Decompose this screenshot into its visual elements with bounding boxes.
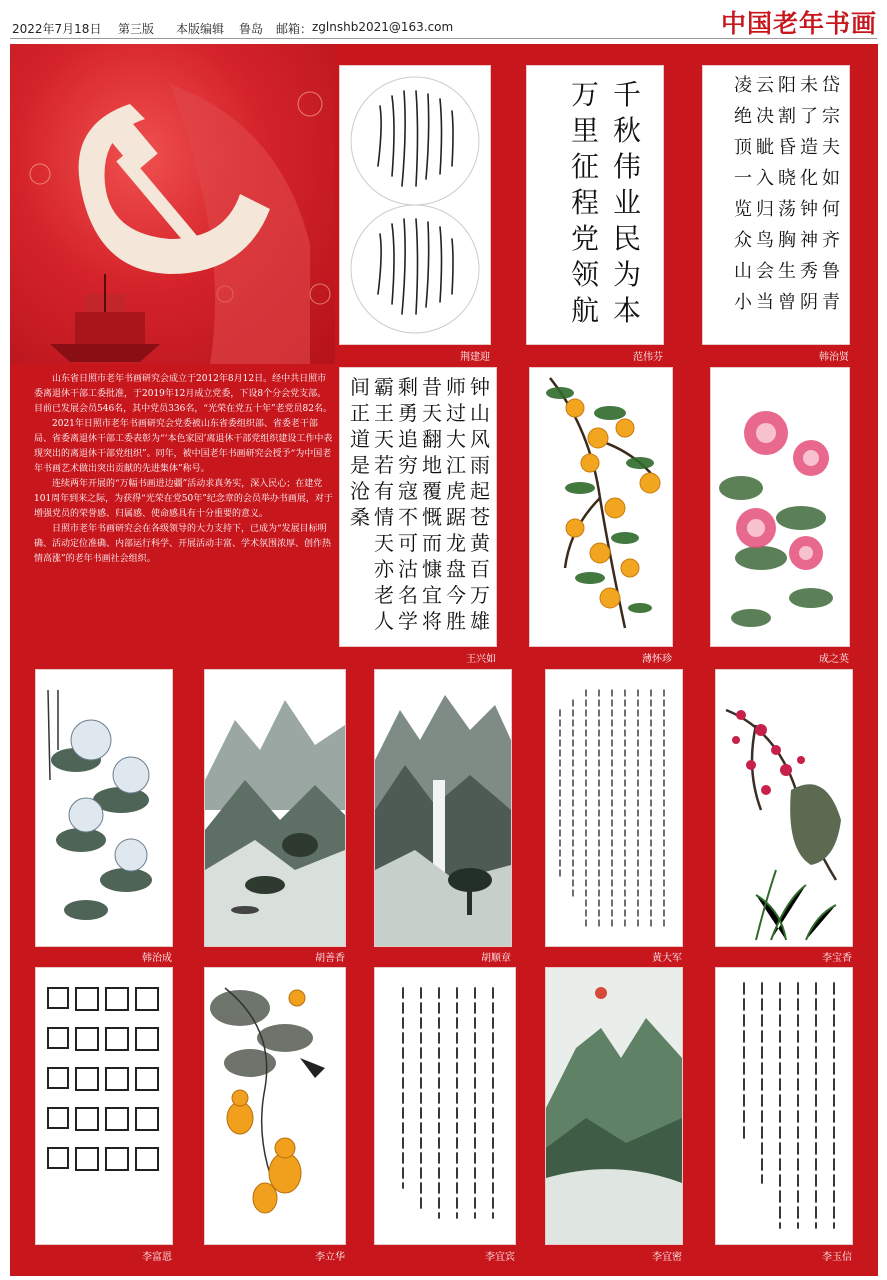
artwork-16-calligraphy [716,968,852,1244]
calligraphy-character: 是 [350,453,370,477]
calligraphy-character: 割 [778,106,796,127]
calligraphy-character: 今 [446,583,466,607]
artist-name: 李宜宾 [485,1252,515,1263]
calligraphy-character: 里 [570,114,600,147]
calligraphy-character: 归 [756,199,774,220]
artist-name: 薄怀珍 [642,654,672,665]
calligraphy-character: 将 [422,609,442,633]
artwork-2-calligraphy [527,66,663,344]
calligraphy-character: 慷 [422,557,442,581]
calligraphy-character: 百 [470,557,490,581]
calligraphy-character: 伟 [612,150,642,183]
calligraphy-character: 起 [470,479,490,503]
calligraphy-character: 天 [374,427,394,451]
email-label: 邮箱： [276,22,313,36]
email-address: zglnshb2021@163.com [312,20,454,34]
calligraphy-character: 万 [570,78,600,111]
calligraphy-character: 宜 [422,583,442,607]
calligraphy-character: 正 [350,401,370,425]
artist-name: 韩治贤 [819,352,849,363]
artwork-8-landscape-painting [205,670,345,946]
calligraphy-character: 钟 [470,375,490,399]
artwork-12-seal-script-calligraphy [36,968,172,1244]
page-header [0,0,887,44]
calligraphy-character: 天 [374,531,394,555]
calligraphy-character: 霸 [374,375,394,399]
artwork-1-round-fan-calligraphy [340,66,490,344]
calligraphy-character: 为 [612,258,642,291]
artist-name: 李宝香 [822,953,852,964]
calligraphy-character: 齐 [822,230,840,251]
calligraphy-character: 顶 [734,137,752,158]
header-divider [10,38,877,39]
artwork-15-mountain-landscape [546,968,682,1244]
calligraphy-character: 昏 [778,137,796,158]
calligraphy-character: 神 [800,230,818,251]
calligraphy-character: 胸 [778,230,796,251]
calligraphy-character: 生 [778,261,796,282]
calligraphy-character: 青 [822,292,840,313]
calligraphy-character: 程 [570,186,600,219]
artist-name: 韩治成 [142,953,172,964]
calligraphy-character: 千 [612,78,642,111]
calligraphy-character: 眦 [756,137,774,158]
calligraphy-character: 当 [756,292,774,313]
calligraphy-character: 小 [734,292,752,313]
artwork-9-waterfall-landscape [375,670,511,946]
calligraphy-character: 曾 [778,292,796,313]
calligraphy-character: 众 [734,230,752,251]
calligraphy-character: 山 [734,261,752,282]
calligraphy-character: 何 [822,199,840,220]
calligraphy-character: 苍 [470,505,490,529]
calligraphy-character: 大 [446,427,466,451]
calligraphy-character: 阳 [778,75,796,96]
calligraphy-character: 虎 [446,479,466,503]
calligraphy-character: 雄 [470,609,490,633]
artist-name: 李立华 [315,1252,345,1263]
calligraphy-character: 江 [446,453,466,477]
calligraphy-character: 雨 [470,453,490,477]
calligraphy-character: 入 [756,168,774,189]
calligraphy-character: 览 [734,199,752,220]
calligraphy-character: 道 [350,427,370,451]
calligraphy-character: 情 [374,505,394,529]
calligraphy-character: 征 [570,150,600,183]
calligraphy-character: 王 [374,401,394,425]
artist-name: 黄大军 [652,953,682,964]
calligraphy-character: 凌 [734,75,752,96]
artwork-13-gourd-painting [205,968,345,1244]
calligraphy-character: 桑 [350,505,370,529]
calligraphy-character: 业 [612,186,642,219]
calligraphy-character: 人 [374,609,394,633]
calligraphy-character: 踞 [446,505,466,529]
calligraphy-character: 勇 [398,401,418,425]
calligraphy-character: 间 [350,375,370,399]
calligraphy-character: 穷 [398,453,418,477]
calligraphy-character: 山 [470,401,490,425]
calligraphy-character: 不 [398,505,418,529]
calligraphy-character: 若 [374,453,394,477]
calligraphy-character: 航 [570,294,600,327]
calligraphy-character: 师 [446,375,466,399]
artist-name: 胡顺章 [481,953,511,964]
issue-date: 2022年7月18日 [12,22,102,36]
party-banner-image [10,44,335,364]
artist-name: 王兴如 [466,654,496,665]
calligraphy-character: 未 [800,75,818,96]
calligraphy-character: 了 [800,106,818,127]
calligraphy-character: 晓 [778,168,796,189]
artist-name: 胡善香 [315,953,345,964]
artwork-10-calligraphy [546,670,682,946]
intro-paragraph: 连续两年开展的“万幅书画进边疆”活动求真务实，深入民心；在建党101周年到来之际，为获得“光荣在党50年”纪念章的会员举办书画展，对于增强党员的荣誉感、归属感、使命感具有十分重要的意义。 [34,479,333,519]
calligraphy-character: 风 [470,427,490,451]
calligraphy-character: 天 [422,401,442,425]
artwork-5-persimmon-painting [530,368,672,646]
calligraphy-character: 决 [756,106,774,127]
artist-name: 李玉信 [822,1252,852,1263]
calligraphy-character: 岱 [822,75,840,96]
calligraphy-character: 老 [374,583,394,607]
calligraphy-character: 会 [756,261,774,282]
calligraphy-character: 一 [734,168,752,189]
calligraphy-character: 沧 [350,479,370,503]
calligraphy-character: 亦 [374,557,394,581]
calligraphy-character: 寇 [398,479,418,503]
calligraphy-character: 化 [800,168,818,189]
calligraphy-character: 党 [570,222,600,255]
calligraphy-character: 名 [398,583,418,607]
calligraphy-character: 民 [612,222,642,255]
calligraphy-character: 领 [570,258,600,291]
editor-name: 鲁岛 [239,22,264,36]
calligraphy-character: 有 [374,479,394,503]
editor-label: 本版编辑 [176,22,225,36]
calligraphy-character: 盘 [446,557,466,581]
artist-name: 范伟芬 [633,352,663,363]
calligraphy-character: 翻 [422,427,442,451]
calligraphy-character: 而 [422,531,442,555]
page-number: 第三版 [118,22,155,36]
artist-name: 荆建迎 [460,352,490,363]
calligraphy-character: 如 [822,168,840,189]
calligraphy-character: 地 [422,453,442,477]
calligraphy-character: 龙 [446,531,466,555]
calligraphy-character: 阴 [800,292,818,313]
calligraphy-character: 沽 [398,557,418,581]
intro-paragraph: 日照市老年书画研究会在各级领导的大力支持下，已成为“发展目标明确、活动定位准确、内部运行科学、开展活动丰富、学术氛围浓厚、创作热情高涨”的老年书画社会组织。 [34,524,332,564]
calligraphy-character: 夫 [822,137,840,158]
calligraphy-character: 造 [800,137,818,158]
calligraphy-character: 秋 [612,114,642,147]
calligraphy-character: 万 [470,583,490,607]
calligraphy-character: 可 [398,531,418,555]
artwork-3-calligraphy [703,66,849,344]
artist-name: 成之英 [819,654,849,665]
masthead-logo: 中国老年书画 [720,9,877,38]
calligraphy-character: 鸟 [756,230,774,251]
artwork-4-calligraphy [340,368,496,646]
calligraphy-character: 宗 [822,106,840,127]
intro-paragraph: 2021年日照市老年书画研究会党委被山东省委组织部、省委老干部局、省委离退休干部工委表彰为“‘本色家园’离退休干部党组织建设工作中表现突出的离退休干部党组织”。同年，被中国老年书画研究会授予“为中国老年书画艺术做出突出贡献的先进集体”称号。 [34,419,333,474]
artwork-7-flower-painting [36,670,172,946]
calligraphy-character: 本 [612,294,642,327]
calligraphy-character: 慨 [422,505,442,529]
association-intro [34,372,334,567]
artist-name: 李宜密 [652,1252,682,1263]
calligraphy-character: 绝 [734,106,752,127]
calligraphy-character: 过 [446,401,466,425]
red-boat-icon [50,274,160,362]
calligraphy-character: 剩 [398,375,418,399]
calligraphy-character: 荡 [778,199,796,220]
intro-paragraph: 山东省日照市老年书画研究会成立于2012年8月12日。经中共日照市委离退休干部工委批准，于2019年12月成立党委，下设8个分会党支部。目前已发展会员546名，其中党员336名，“光荣在党五十年”老党员82名。 [34,374,333,414]
calligraphy-character: 秀 [800,261,818,282]
artwork-6-peony-painting [711,368,849,646]
calligraphy-character: 胜 [446,609,466,633]
calligraphy-character: 追 [398,427,418,451]
calligraphy-character: 覆 [422,479,442,503]
artwork-11-plum-blossom-painting [716,670,852,946]
calligraphy-character: 昔 [422,375,442,399]
artwork-14-calligraphy [375,968,515,1244]
calligraphy-character: 黄 [470,531,490,555]
calligraphy-character: 学 [398,609,418,633]
calligraphy-character: 鲁 [822,261,840,282]
calligraphy-character: 云 [756,75,774,96]
artist-name: 李富恩 [142,1252,172,1263]
calligraphy-character: 钟 [800,199,818,220]
